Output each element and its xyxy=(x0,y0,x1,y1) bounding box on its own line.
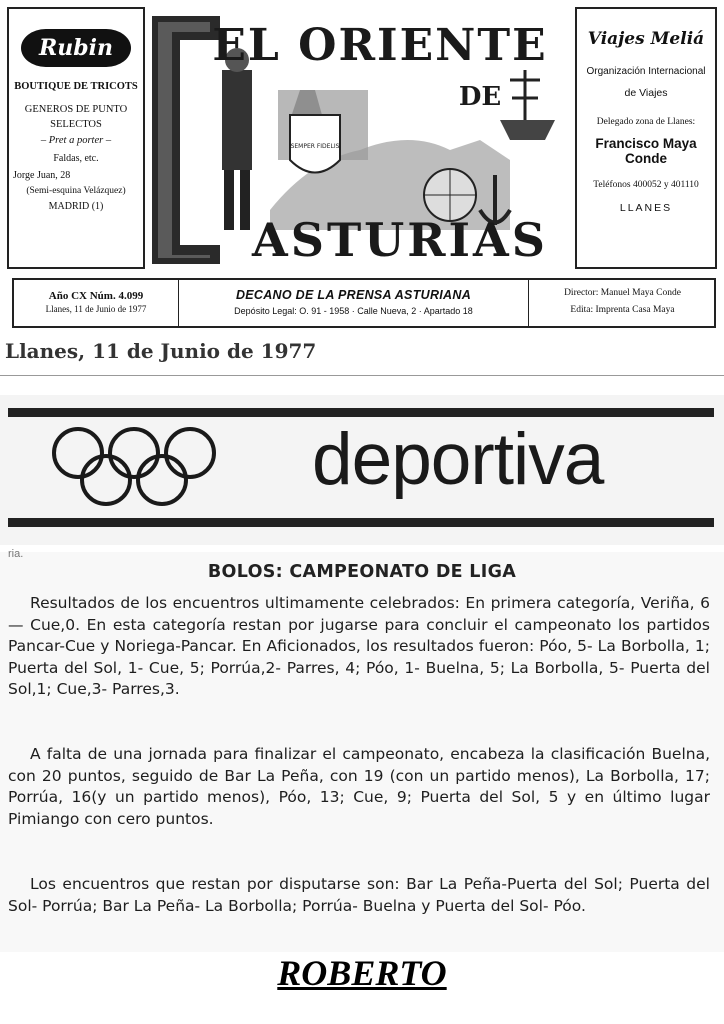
ad-line: Organización Internacional xyxy=(586,66,706,77)
crest-motto: SEMPER FIDELIS xyxy=(290,143,340,150)
masthead-title-mid: DE xyxy=(458,82,502,112)
ad-line: GENEROS DE PUNTO SELECTOS xyxy=(24,104,128,130)
article-paragraph: A falta de una jornada para finalizar el campeonato, encabeza la clasificación Buelna, con 20 puntos, seguido de Bar La Peña, con 19 (con un partido menos), La Borbolla, 17; Porrúa, 16(y un partido menos), Póo, 13; Cue, 9; Puerta del Sol, 5 y en último lugar Pimiango con cero puntos. xyxy=(8,745,710,828)
ad-line: – Pret a porter – xyxy=(40,135,112,146)
article xyxy=(0,548,724,952)
ad-line: MADRID (1) xyxy=(48,201,104,212)
rubin-logo: Rubin xyxy=(21,29,131,67)
issue-info xyxy=(14,280,179,326)
credits-cell xyxy=(529,280,716,326)
legal-address: Depósito Legal: O. 91 - 1958 · Calle Nueva, 2 · Apartado 18 xyxy=(234,306,473,316)
ad-line: (Semi-esquina Velázquez) xyxy=(26,186,126,196)
text-fragment: ria. xyxy=(8,548,24,560)
motto-cell xyxy=(179,280,529,326)
rubin-advertisement xyxy=(7,7,145,269)
newspaper-masthead-illustration xyxy=(150,10,570,268)
ad-line: BOUTIQUE DE TRICOTS xyxy=(14,81,138,92)
ad-line: LLANES xyxy=(619,202,673,214)
ad-line: de Viajes xyxy=(624,87,668,99)
newspaper-motto: DECANO DE LA PRENSA ASTURIANA xyxy=(235,288,472,302)
publisher-credit: Edita: Imprenta Casa Maya xyxy=(570,305,675,315)
ad-line: Francisco Maya Conde xyxy=(595,136,697,166)
masthead-title-top: EL ORIENTE xyxy=(212,20,548,71)
dateline: Llanes, 11 de Junio de 1977 xyxy=(5,339,317,363)
ad-line: Jorge Juan, 28 xyxy=(13,170,71,181)
author-signature: ROBERTO xyxy=(277,953,447,993)
section-title: deportiva xyxy=(312,419,604,500)
ad-line: Faldas, etc. xyxy=(53,153,99,164)
olympic-rings-icon xyxy=(48,425,238,510)
issue-number: Año CX Núm. 4.099 xyxy=(48,290,144,302)
divider xyxy=(0,375,724,376)
ad-line: Delegado zona de Llanes: xyxy=(596,117,696,127)
article-paragraph: Los encuentros que restan por disputarse son: Bar La Peña-Puerta del Sol; Puerta del Sol- Porrúa; Bar La Peña- La Borbolla; Porrúa- Buelna y Puerta del Sol- Póo. xyxy=(8,875,710,915)
article-headline: BOLOS: CAMPEONATO DE LIGA xyxy=(207,562,517,582)
ad-line: Teléfonos 400052 y 401110 xyxy=(593,180,699,190)
masthead-title-bottom: ASTURIAS xyxy=(252,213,548,267)
deportiva-section-banner xyxy=(0,395,724,545)
viajes-melia-advertisement xyxy=(575,7,717,269)
masthead-info-strip xyxy=(12,278,716,328)
banner-rule-bottom xyxy=(8,518,714,527)
issue-date: Llanes, 11 de Junio de 1977 xyxy=(45,304,147,314)
director-credit: Director: Manuel Maya Conde xyxy=(564,288,681,298)
article-paragraph: Resultados de los encuentros ultimamente celebrados: En primera categoría, Veriña, 6— Cue,0. En esta categoría restan por jugarse para concluir el campeonato los partidos Pancar-Cue y Noriega-Pancar. En Aficionados, los resultados fueron: Póo, 5- La Borbolla, 1; Puerta del Sol, 1- Cue, 5; Porrúa,2- Parres, 4; Póo, 1- Buelna, 5; La Borbolla, 5- Puerta del Sol,1; Cue,3- Parres,3. xyxy=(8,594,710,698)
melia-brand: Viajes Meliá xyxy=(587,29,705,49)
